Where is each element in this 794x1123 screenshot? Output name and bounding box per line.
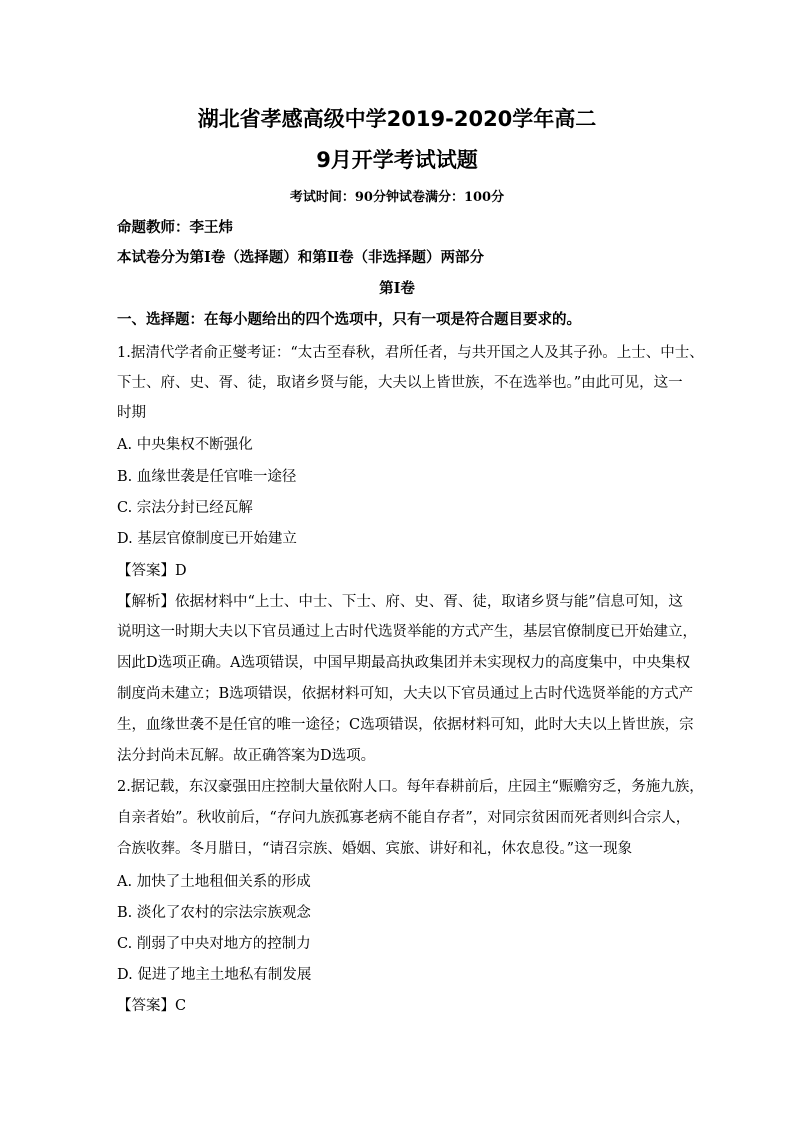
structure-line: 本试卷分为第Ⅰ卷（选择题）和第Ⅱ卷（非选择题）两部分 [117,249,485,266]
section1-heading: 一、选择题：在每小题给出的四个选项中，只有一项是符合题目要求的。 [117,311,581,328]
exam-title-line1: 湖北省孝感高级中学2019-2020学年高二 [197,107,597,131]
q2-option-d: D. 促进了地主土地私有制发展 [117,967,312,983]
q1-option-b: B. 血缘世袭是任官唯一途径 [117,469,297,485]
q1-answer: 【答案】D [117,563,187,579]
q1-option-d: D. 基层官僚制度已开始建立 [117,531,297,547]
q2-answer: 【答案】C [117,998,187,1014]
q2-stem-line: 合族收葬。冬月腊日，“请召宗族、婚姻、宾旅、讲好和礼，休农息役。”这一现象 [117,841,633,857]
q2-stem-line: 2.据记载，东汉豪强田庄控制大量依附人口。每年春耕前后，庄园主“赈赡穷乏，务施九族， [117,779,704,795]
q1-analysis-line: 说明这一时期大夫以下官员通过上古时代选贤举能的方式产生，基层官僚制度已开始建立， [117,624,697,640]
q1-stem-line: 1.据清代学者俞正燮考证：“太古至春秋，君所任者，与共开国之人及其子孙。上士、中士、 [117,345,704,361]
part1-heading: 第Ⅰ卷 [379,280,415,297]
q2-option-b: B. 淡化了农村的宗法宗族观念 [117,905,311,921]
q1-analysis-line: 法分封尚未瓦解。故正确答案为D选项。 [117,748,376,764]
q1-stem-line: 下士、府、史、胥、徒，取诸乡贤与能，大夫以上皆世族，不在选举也。”由此可见，这一 [117,375,683,391]
exam-info: 考试时间：90分钟试卷满分：100分 [289,190,505,205]
q2-option-c: C. 削弱了中央对地方的控制力 [117,936,311,952]
q1-stem-line: 时期 [117,405,146,421]
q1-option-c: C. 宗法分封已经瓦解 [117,500,253,516]
teacher-line: 命题教师：李王炜 [117,219,233,236]
q1-analysis-line: 制度尚未建立；B选项错误，依据材料可知，大夫以下官员通过上古时代选贤举能的方式产 [117,686,694,702]
exam-title-line2: 9月开学考试试题 [316,148,478,172]
q1-analysis-line: 【解析】依据材料中“上士、中士、下士、府、史、胥、徒，取诸乡贤与能”信息可知，这 [117,594,683,610]
q1-option-a: A. 中央集权不断强化 [117,437,253,453]
q2-stem-line: 自亲者始”。秋收前后，“存问九族孤寡老病不能自存者”，对同宗贫困而死者则纠合宗人， [117,810,691,826]
q1-analysis-line: 生，血缘世袭不是任官的唯一途径；C选项错误，依据材料可知，此时大夫以上皆世族，宗 [117,717,694,733]
q1-analysis-line: 因此D选项正确。A选项错误，中国早期最高执政集团并未实现权力的高度集中，中央集权 [117,655,691,671]
q2-option-a: A. 加快了土地租佃关系的形成 [117,874,311,890]
